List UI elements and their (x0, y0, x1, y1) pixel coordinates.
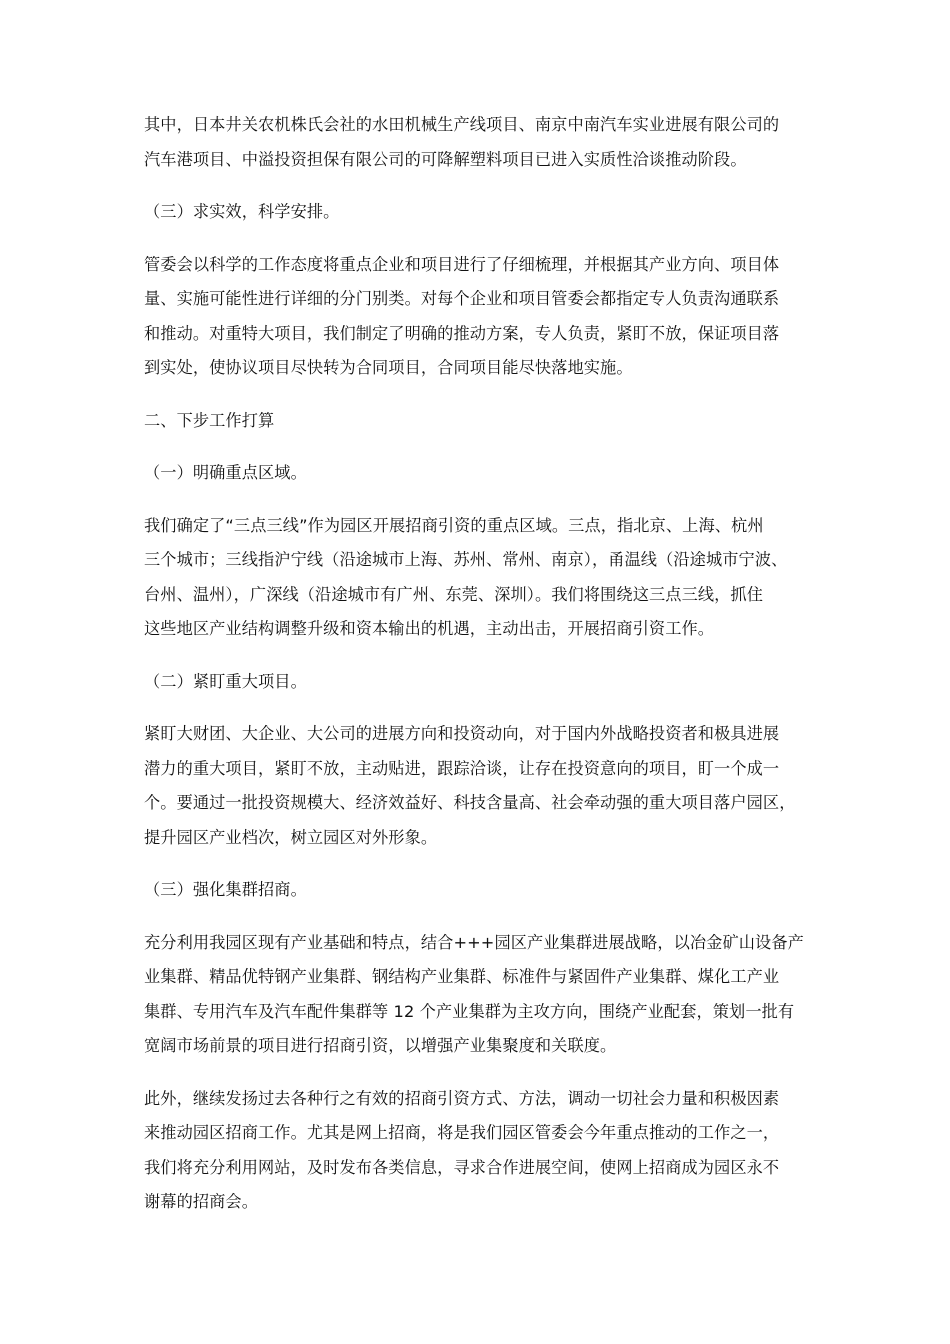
paragraph-3 (144, 509, 814, 647)
text-line: 提升园区产业档次，树立园区对外形象。 (144, 827, 438, 847)
text-line: 汽车港项目、中溢投资担保有限公司的可降解塑料项目已进入实质性洽谈推动阶段。 (144, 149, 747, 169)
text-line: 充分利用我园区现有产业基础和特点，结合+++园区产业集群进展战略，以冶金矿山设备产 (144, 932, 804, 952)
text-line: 紧盯大财团、大企业、大公司的进展方向和投资动向，对于国内外战略投资者和极具进展 (144, 724, 780, 743)
chapter-heading (144, 404, 814, 439)
text-line: 潜力的重大项目，紧盯不放，主动贴进，跟踪洽谈，让存在投资意向的项目，盯一个成一 (144, 758, 780, 778)
text-line: 到实处，使协议项目尽快转为合同项目，合同项目能尽快落地实施。 (144, 358, 633, 377)
text-line: 来推动园区招商工作。尤其是网上招商，将是我们园区管委会今年重点推动的工作之一， (144, 1123, 780, 1142)
text-line: 和推动。对重特大项目，我们制定了明确的推动方案，专人负责，紧盯不放，保证项目落 (144, 323, 780, 343)
text-line: 个。要通过一批投资规模大、经济效益好、科技含量高、社会牵动强的重大项目落户园区， (144, 793, 796, 812)
text-line: 谢幕的招商会。 (144, 1192, 259, 1211)
text-line: 其中，日本井关农机株氏会社的水田机械生产线项目、南京中南汽车实业进展有限公司的 (144, 115, 780, 134)
paragraph-1 (144, 108, 814, 177)
text-line: 业集群、精品优特钢产业集群、钢结构产业集群、标准件与紧固件产业集群、煤化工产业 (144, 967, 780, 986)
paragraph-4 (144, 717, 814, 855)
paragraph-2 (144, 248, 814, 386)
text-line: （三）强化集群招商。 (144, 880, 307, 899)
text-line: 二、下步工作打算 (144, 410, 275, 430)
paragraph-6 (144, 1082, 814, 1220)
text-line: 宽阔市场前景的项目进行招商引资，以增强产业集聚度和关联度。 (144, 1036, 617, 1055)
text-line: 量、实施可能性进行详细的分门别类。对每个企业和项目管委会都指定专人负责沟通联系 (144, 289, 780, 308)
section-heading-3 (144, 195, 814, 230)
paragraph-5 (144, 926, 814, 1064)
text-line: （三）求实效，科学安排。 (144, 202, 340, 221)
text-line: 我们确定了“三点三线”作为园区开展招商引资的重点区域。三点，指北京、上海、杭州 (144, 515, 764, 535)
document-page (144, 108, 814, 1220)
text-line: 此外，继续发扬过去各种行之有效的招商引资方式、方法，调动一切社会力量和积极因素 (144, 1088, 780, 1108)
text-line: （一）明确重点区域。 (144, 463, 307, 482)
text-line: 台州、温州），广深线（沿途城市有广州、东莞、深圳）。我们将围绕这三点三线，抓住 (144, 584, 764, 604)
section-heading-3b (144, 873, 814, 908)
section-heading-2 (144, 665, 814, 700)
text-line: 我们将充分利用网站，及时发布各类信息，寻求合作进展空间，使网上招商成为园区永不 (144, 1157, 780, 1177)
text-line: （二）紧盯重大项目。 (144, 671, 307, 691)
text-line: 管委会以科学的工作态度将重点企业和项目进行了仔细梳理，并根据其产业方向、项目体 (144, 254, 780, 274)
text-line: 这些地区产业结构调整升级和资本输出的机遇，主动出击，开展招商引资工作。 (144, 619, 715, 638)
text-line: 三个城市；三线指沪宁线（沿途城市上海、苏州、常州、南京），甬温线（沿途城市宁波、 (144, 550, 788, 569)
section-heading-1 (144, 456, 814, 491)
text-line: 集群、专用汽车及汽车配件集群等 12 个产业集群为主攻方向，围绕产业配套，策划一批有 (144, 1001, 795, 1021)
